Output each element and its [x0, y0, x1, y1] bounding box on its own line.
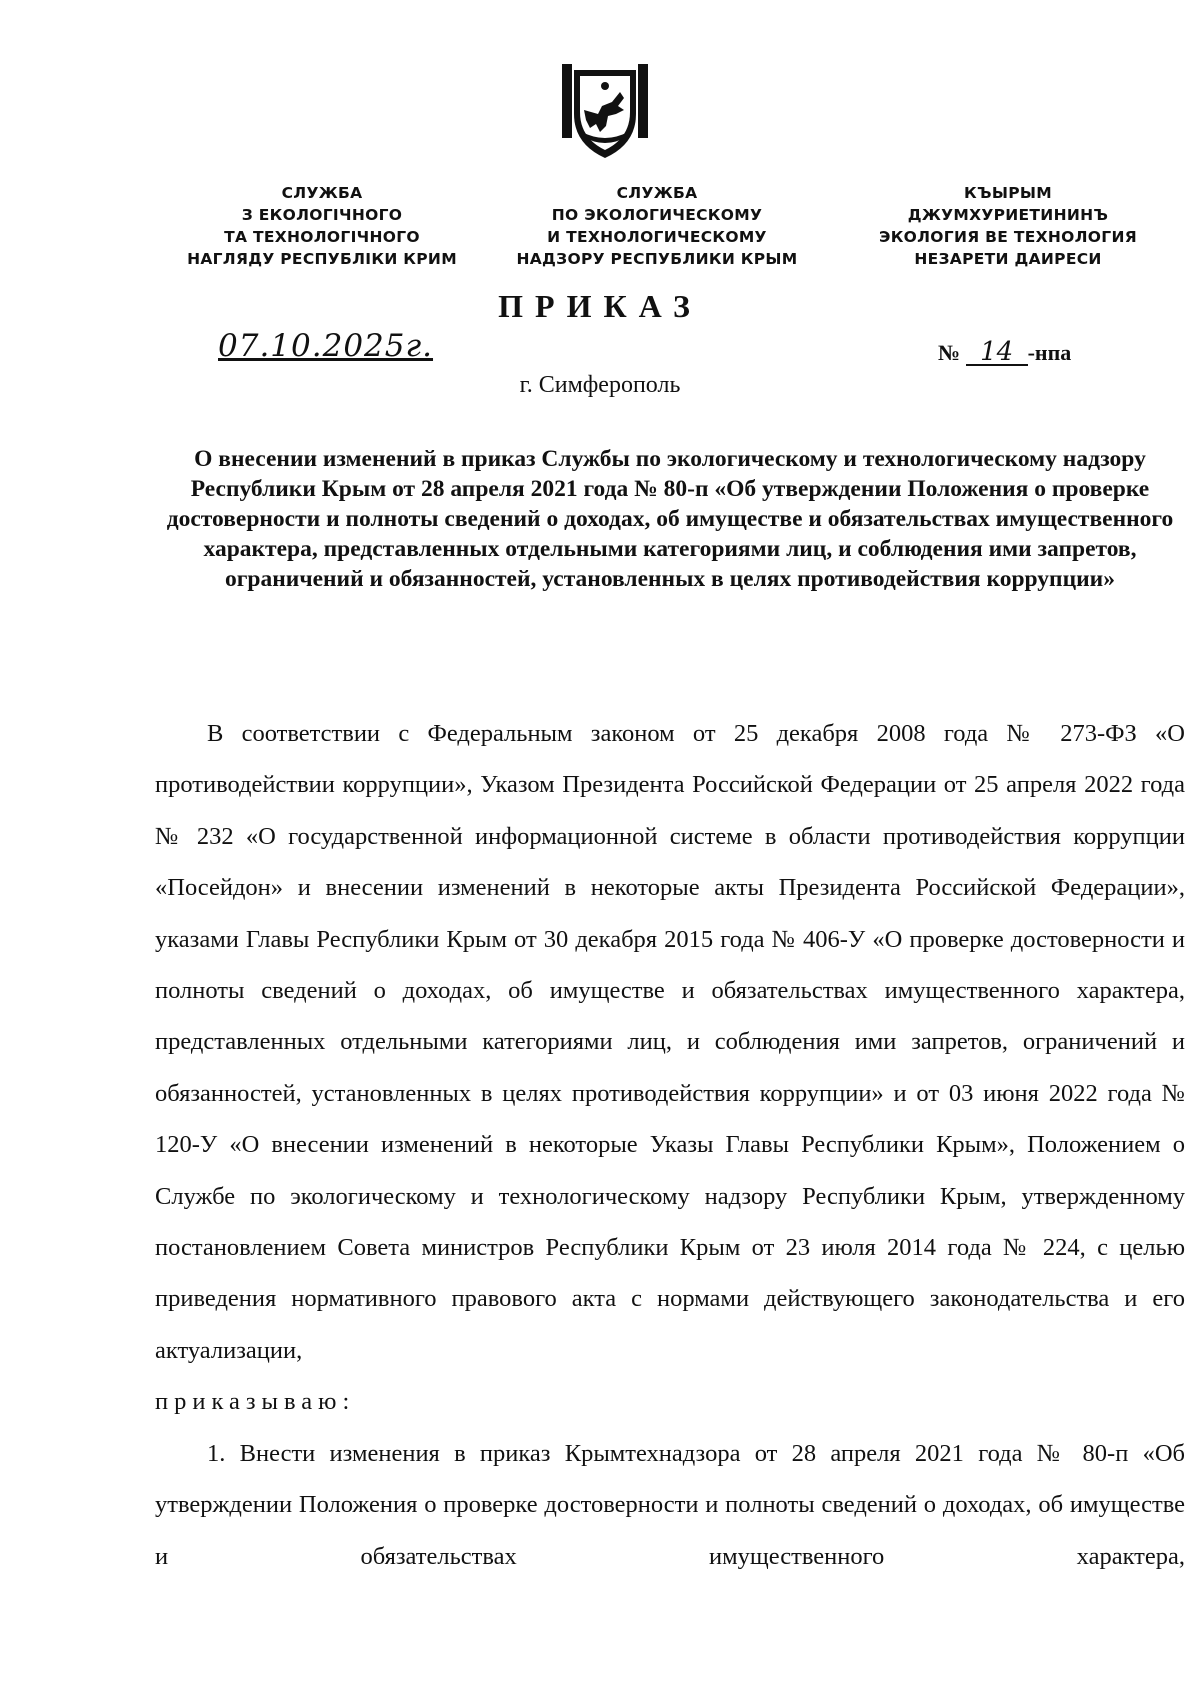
agency-name-ukrainian: СЛУЖБА З ЕКОЛОГІЧНОГО ТА ТЕХНОЛОГІЧНОГО НАГЛЯДУ РЕСПУБЛІКИ КРИМ	[187, 184, 457, 268]
number-prefix: №	[938, 340, 961, 365]
document-date: 07.10.2025г.	[218, 328, 434, 364]
number-value: 14	[966, 340, 1028, 366]
order-word	[155, 1376, 1185, 1427]
agency-name-crimean-tatar: КЪЫРЫМ ДЖУМХУРИЕТИНИНЪ ЭКОЛОГИЯ ВЕ ТЕХНОЛОГИЯ НЕЗАРЕТИ ДАИРЕСИ	[879, 184, 1137, 268]
document-number	[938, 337, 1072, 367]
crimea-coat-of-arms-icon	[560, 62, 650, 162]
document-city: г. Симферополь	[519, 372, 681, 398]
document-subject: О внесении изменений в приказ Службы по экологическому и технологическому надзору Республики Крым от 28 апреля 2021 года № 80-п «Об утверждении Положения о проверке достоверности и полноты сведений о доходах, об имуществе и обязательствах имущественного характера, представленных отдельными категориями лиц, и соблюдения ими запретов, ограничений и обязанностей, установленных в целях противодействия коррупции»	[166, 446, 1174, 592]
order-word-text: приказываю:	[155, 1388, 356, 1416]
document-type-title: ПРИКАЗ	[498, 288, 702, 324]
agency-name-russian: СЛУЖБА ПО ЭКОЛОГИЧЕСКОМУ И ТЕХНОЛОГИЧЕСКОМУ НАДЗОРУ РЕСПУБЛИКИ КРЫМ	[516, 184, 798, 268]
preamble-paragraph: В соответствии с Федеральным законом от 25 декабря 2008 года № 273-ФЗ «О противодействии коррупции», Указом Президента Российской Федерации от 25 апреля 2022 года № 232 «О государственной информационной системе в области противодействия коррупции «Посейдон» и внесении изменений в некоторые акты Президента Российской Федерации», указами Главы Республики Крым от 30 декабря 2015 года № 406-У «О проверке достоверности и полноты сведений о доходах, об имуществе и обязательствах имущественного характера, представленных отдельными категориями лиц, и соблюдения ими запретов, ограничений и обязанностей, установленных в целях противодействия коррупции» и от 03 июня 2022 года № 120-У «О внесении изменений в некоторые Указы Главы Республики Крым», Положением о Службе по экологическому и технологическому надзору Республики Крым, утвержденному постановлением Совета министров Республики Крым от 23 июля 2014 года № 224, с целью приведения нормативного правового акта с нормами действующего законодательства и его актуализации,	[155, 720, 1185, 1364]
order-item-1: 1. Внести изменения в приказ Крымтехнадзора от 28 апреля 2021 года № 80-п «Об утверждении Положения о проверке достоверности и полноты сведений о доходах, об имуществе и обязательствах имущественного характера,	[155, 1439, 1185, 1570]
document-body	[155, 708, 1185, 1582]
number-suffix: -нпа	[1027, 340, 1072, 365]
